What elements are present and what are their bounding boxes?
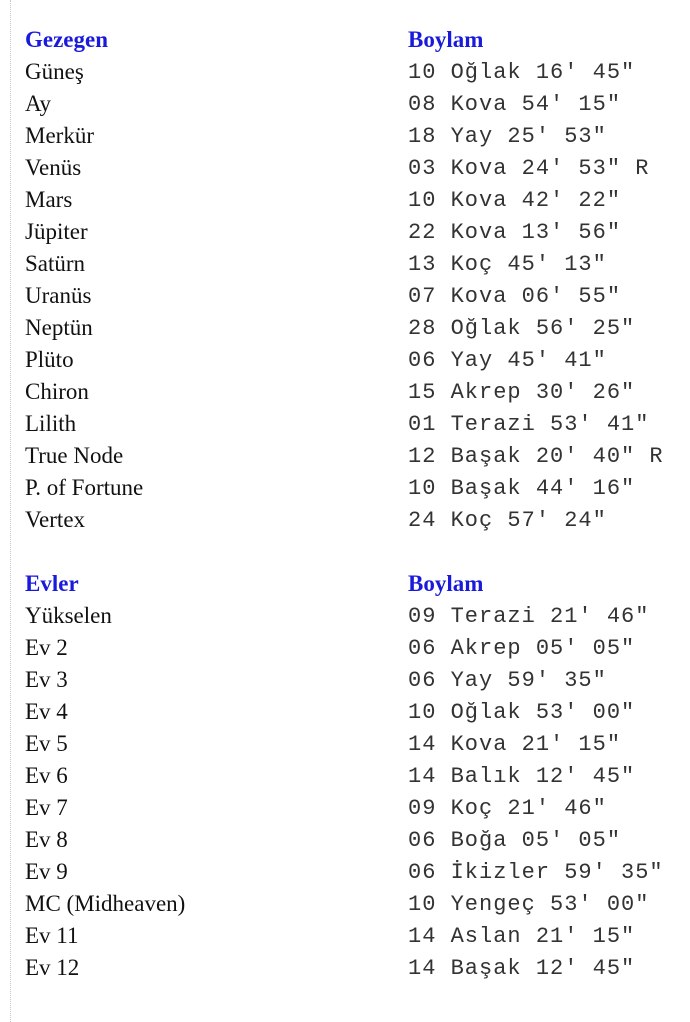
planet-longitude: 15 Akrep 30' 26" [408,379,636,405]
planet-name: P. of Fortune [25,475,144,500]
house-name: Ev 3 [25,667,68,692]
table-row [25,312,690,344]
planet-longitude: 10 Kova 42' 22" [408,187,622,213]
table-row [25,504,690,536]
planet-longitude: 01 Terazi 53' 41" [408,411,650,437]
house-longitude: 09 Terazi 21' 46" [408,603,650,629]
house-longitude: 09 Koç 21' 46" [408,795,607,821]
house-name: Ev 4 [25,699,68,724]
table-row [25,184,690,216]
house-name: Ev 6 [25,763,68,788]
planet-name: Jüpiter [25,219,88,244]
house-longitude: 14 Balık 12' 45" [408,763,636,789]
houses-header-longitude: Boylam [408,571,484,596]
house-longitude: 10 Yengeç 53' 00" [408,891,650,917]
planet-longitude: 13 Koç 45' 13" [408,251,607,277]
house-longitude: 10 Oğlak 53' 00" [408,699,636,725]
houses-header-row [25,568,690,600]
house-longitude: 14 Başak 12' 45" [408,955,636,981]
table-row [25,824,690,856]
planet-longitude: 06 Yay 45' 41" [408,347,607,373]
table-row [25,56,690,88]
table-row [25,664,690,696]
house-name: Ev 5 [25,731,68,756]
house-longitude: 06 Akrep 05' 05" [408,635,636,661]
planet-name: Neptün [25,315,93,340]
house-name: Ev 12 [25,955,80,980]
houses-table [25,568,690,984]
planet-name: Uranüs [25,283,92,308]
planet-longitude: 10 Oğlak 16' 45" [408,59,636,85]
table-row [25,920,690,952]
planet-longitude: 10 Başak 44' 16" [408,475,636,501]
planet-longitude: 18 Yay 25' 53" [408,123,607,149]
table-row [25,216,690,248]
table-row [25,632,690,664]
planet-name: Merkür [25,123,94,148]
house-longitude: 14 Kova 21' 15" [408,731,622,757]
houses-header-name: Evler [25,571,79,596]
house-name: Ev 8 [25,827,68,852]
planets-header-name: Gezegen [25,27,109,52]
planet-name: Mars [25,187,73,212]
house-longitude: 06 Yay 59' 35" [408,667,607,693]
table-row [25,248,690,280]
planet-name: Lilith [25,411,77,436]
house-name: Ev 7 [25,795,68,820]
table-row [25,728,690,760]
table-row [25,792,690,824]
planet-name: Ay [25,91,51,116]
planet-longitude: 24 Koç 57' 24" [408,507,607,533]
planet-name: Chiron [25,379,89,404]
house-name: MC (Midheaven) [25,891,186,916]
planet-name: True Node [25,443,124,468]
planet-name: Satürn [25,251,86,276]
house-name: Yükselen [25,603,112,628]
house-name: Ev 2 [25,635,68,660]
table-row [25,88,690,120]
house-name: Ev 11 [25,923,79,948]
planet-name: Plüto [25,347,74,372]
planet-longitude: 08 Kova 54' 15" [408,91,622,117]
table-row [25,408,690,440]
dotted-edge-divider [10,0,11,1022]
house-longitude: 06 İkizler 59' 35" [408,859,664,885]
table-row [25,600,690,632]
planet-name: Vertex [25,507,86,532]
planets-header-row [25,24,690,56]
planet-longitude: 28 Oğlak 56' 25" [408,315,636,341]
table-row [25,376,690,408]
planet-longitude: 12 Başak 20' 40" R [408,443,664,469]
house-longitude: 14 Aslan 21' 15" [408,923,636,949]
planet-name: Venüs [25,155,82,180]
table-row [25,952,690,984]
table-row [25,888,690,920]
planets-header-longitude: Boylam [408,27,484,52]
table-row [25,440,690,472]
table-row [25,856,690,888]
house-longitude: 06 Boğa 05' 05" [408,827,622,853]
table-row [25,696,690,728]
planet-longitude: 03 Kova 24' 53" R [408,155,650,181]
table-row [25,120,690,152]
planet-name: Güneş [25,59,84,84]
table-row [25,760,690,792]
table-row [25,280,690,312]
planets-table [25,24,690,536]
table-row [25,152,690,184]
table-row [25,344,690,376]
planet-longitude: 07 Kova 06' 55" [408,283,622,309]
planet-longitude: 22 Kova 13' 56" [408,219,622,245]
table-row [25,472,690,504]
house-name: Ev 9 [25,859,68,884]
